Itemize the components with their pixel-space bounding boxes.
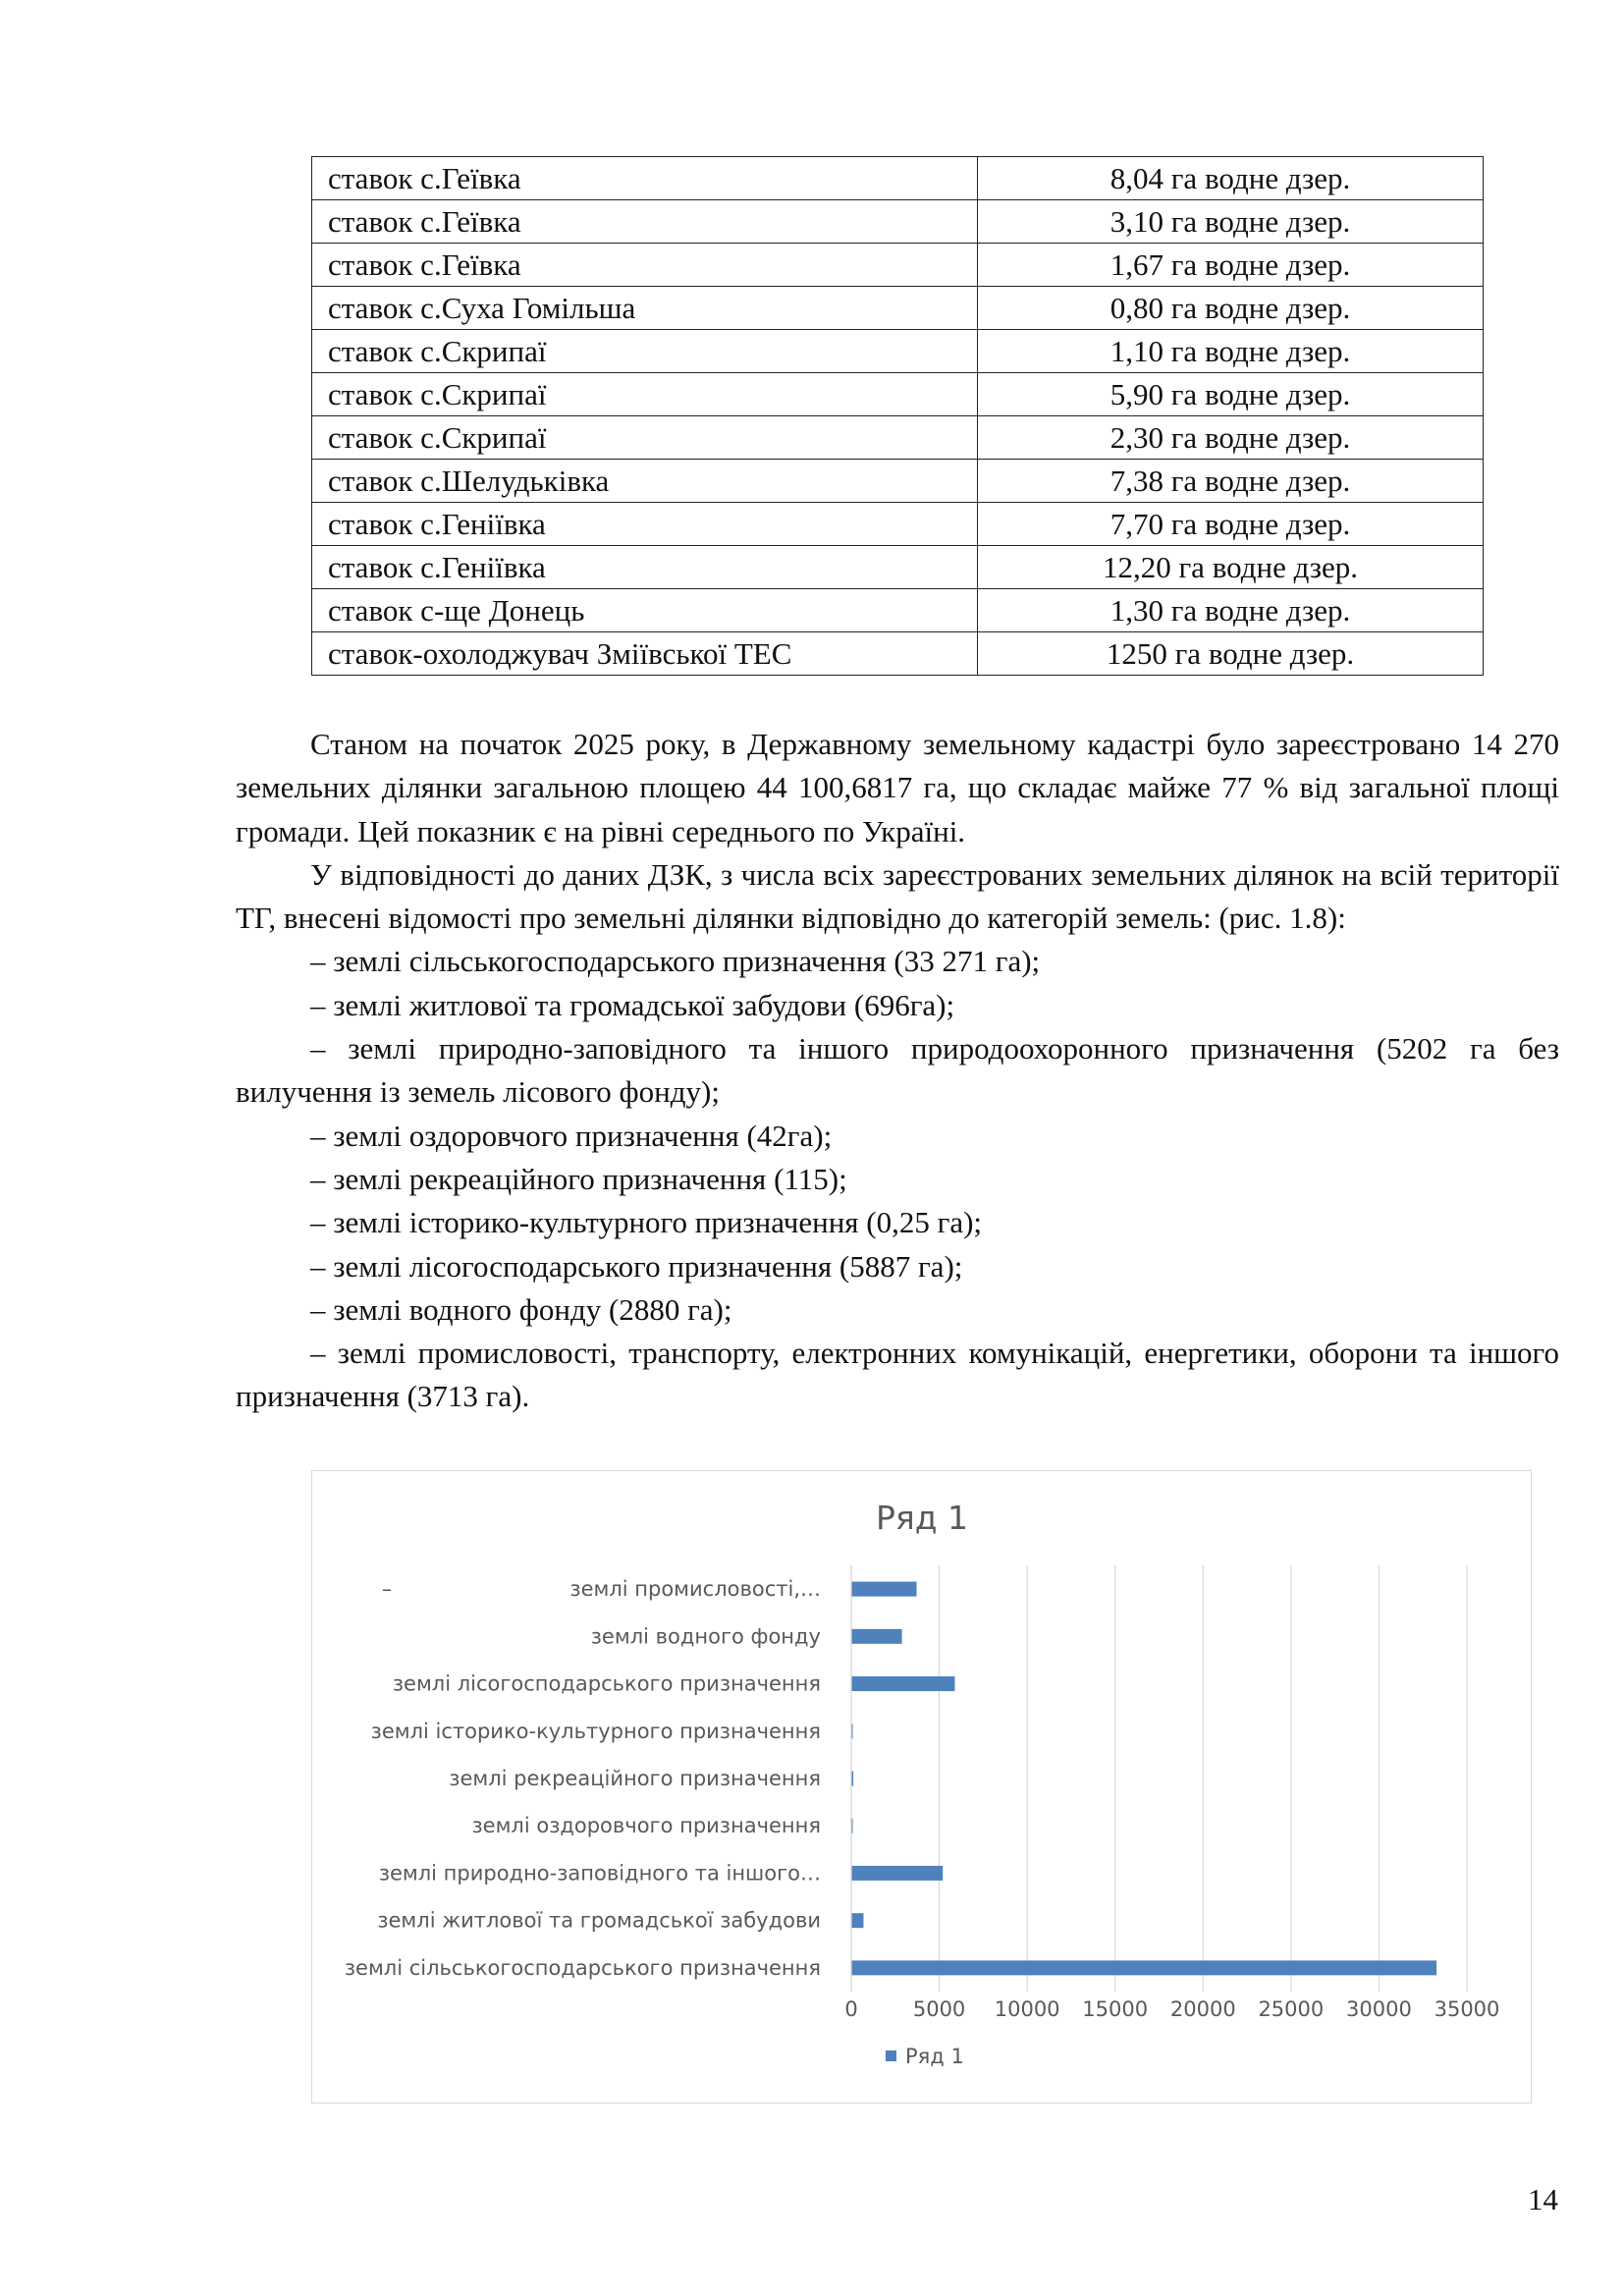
pond-name-cell: ставок-охолоджувач Зміївської ТЕС bbox=[312, 632, 978, 676]
pond-area-cell: 7,38 га водне дзер. bbox=[978, 460, 1484, 503]
table-row bbox=[312, 460, 1484, 503]
y-category-label: землі лісогосподарського призначення bbox=[392, 1671, 821, 1696]
land-category-item: – землі лісогосподарського призначення (5887 га); bbox=[310, 1248, 963, 1284]
pond-name-cell: ставок с.Скрипаї bbox=[312, 330, 978, 373]
bar bbox=[851, 1629, 902, 1644]
pond-area-cell: 7,70 га водне дзер. bbox=[978, 503, 1484, 546]
table-row bbox=[312, 244, 1484, 287]
pond-name-cell: ставок с.Геївка bbox=[312, 157, 978, 200]
table-row bbox=[312, 589, 1484, 632]
page-number: 14 bbox=[1528, 2182, 1558, 2216]
chart-title: Ряд 1 bbox=[875, 1499, 969, 1537]
table-row bbox=[312, 416, 1484, 460]
land-category-item: – землі оздоровчого призначення (42га); bbox=[310, 1118, 833, 1153]
bar bbox=[851, 1913, 863, 1928]
pond-name-cell: ставок с.Геївка bbox=[312, 244, 978, 287]
land-categories-list bbox=[236, 940, 1559, 1418]
y-category-label: землі водного фонду bbox=[590, 1624, 821, 1649]
pond-area-cell: 1250 га водне дзер. bbox=[978, 632, 1484, 676]
chart-canvas bbox=[312, 1471, 1533, 2105]
paragraph-cadastre: Станом на початок 2025 року, в Державному земельному кадастрі було зареєстровано 14 270 земельних ділянки загальною площею 44 100,6817 га, що складає майже 77 % від загальної площі громади. Цей показник є на рівні середнього по Україні. bbox=[236, 727, 1559, 848]
bar bbox=[851, 1676, 954, 1691]
y-category-label: землі житлової та громадської забудови bbox=[377, 1908, 821, 1933]
y-category-label-prefix: – bbox=[381, 1577, 393, 1602]
legend-label: Ряд 1 bbox=[905, 2045, 964, 2068]
table-row bbox=[312, 546, 1484, 589]
land-category-item: – землі рекреаційного призначення (115); bbox=[310, 1161, 847, 1196]
pond-area-cell: 12,20 га водне дзер. bbox=[978, 546, 1484, 589]
pond-name-cell: ставок с.Геніївка bbox=[312, 546, 978, 589]
table-row bbox=[312, 503, 1484, 546]
x-tick-label: 5000 bbox=[912, 1997, 966, 2021]
land-category-item: – землі водного фонду (2880 га); bbox=[310, 1291, 732, 1327]
table-row bbox=[312, 157, 1484, 200]
x-tick-label: 25000 bbox=[1258, 1997, 1325, 2021]
pond-area-cell: 1,10 га водне дзер. bbox=[978, 330, 1484, 373]
x-tick-label: 0 bbox=[844, 1997, 858, 2021]
x-tick-label: 20000 bbox=[1169, 1997, 1236, 2021]
y-category-label: землі природно-заповідного та іншого… bbox=[378, 1861, 821, 1886]
x-tick-label: 15000 bbox=[1082, 1997, 1149, 2021]
x-tick-label: 10000 bbox=[994, 1997, 1060, 2021]
land-category-item: – землі сільськогосподарського призначення (33 271 га); bbox=[310, 944, 1041, 979]
pond-area-cell: 1,67 га водне дзер. bbox=[978, 244, 1484, 287]
pond-area-cell: 2,30 га водне дзер. bbox=[978, 416, 1484, 460]
y-category-label: землі оздоровчого призначення bbox=[471, 1814, 821, 1838]
table-row bbox=[312, 373, 1484, 416]
table-row bbox=[312, 632, 1484, 676]
pond-name-cell: ставок с.Геніївка bbox=[312, 503, 978, 546]
pond-area-cell: 1,30 га водне дзер. bbox=[978, 589, 1484, 632]
land-category-item: – землі історико-культурного призначення (0,25 га); bbox=[310, 1205, 983, 1240]
pond-name-cell: ставок с.Шелудьківка bbox=[312, 460, 978, 503]
pond-area-cell: 0,80 га водне дзер. bbox=[978, 287, 1484, 330]
bar bbox=[851, 1582, 917, 1597]
bar bbox=[851, 1960, 1436, 1975]
x-tick-label: 35000 bbox=[1434, 1997, 1500, 2021]
table-row bbox=[312, 287, 1484, 330]
legend-marker bbox=[886, 2050, 896, 2061]
pond-name-cell: ставок с.Суха Гомільша bbox=[312, 287, 978, 330]
ponds-table bbox=[311, 156, 1484, 676]
ponds-table-body bbox=[312, 157, 1484, 676]
y-category-label: землі рекреаційного призначення bbox=[449, 1767, 821, 1790]
table-row bbox=[312, 200, 1484, 244]
y-category-label: землі історико-культурного призначення bbox=[370, 1719, 821, 1743]
pond-area-cell: 8,04 га водне дзер. bbox=[978, 157, 1484, 200]
pond-name-cell: ставок с.Геївка bbox=[312, 200, 978, 244]
y-category-label: землі сільськогосподарського призначення bbox=[344, 1955, 821, 1980]
pond-name-cell: ставок с.Скрипаї bbox=[312, 416, 978, 460]
pond-name-cell: ставок с-ще Донець bbox=[312, 589, 978, 632]
land-categories-chart bbox=[311, 1470, 1532, 2104]
body-text bbox=[236, 723, 1559, 1419]
y-category-label: землі промисловості,… bbox=[569, 1577, 821, 1602]
paragraph-categories-intro: У відповідності до даних ДЗК, з числа всіх зареєстрованих земельних ділянок на всій території ТГ, внесені відомості про земельні ділянки відповідно до категорій земель: (рис. 1.8): bbox=[236, 856, 1559, 936]
x-tick-label: 30000 bbox=[1346, 1997, 1412, 2021]
land-category-item: – землі природно-заповідного та іншого природоохоронного призначення (5202 га без вилучення із земель лісового фонду); bbox=[236, 1031, 1559, 1110]
land-category-item: – землі житлової та громадської забудови (696га); bbox=[310, 987, 955, 1022]
table-row bbox=[312, 330, 1484, 373]
pond-name-cell: ставок с.Скрипаї bbox=[312, 373, 978, 416]
pond-area-cell: 3,10 га водне дзер. bbox=[978, 200, 1484, 244]
pond-area-cell: 5,90 га водне дзер. bbox=[978, 373, 1484, 416]
bar bbox=[851, 1866, 943, 1881]
land-category-item: – землі промисловості, транспорту, електронних комунікацій, енергетики, оборони та іншого призначення (3713 га). bbox=[236, 1336, 1559, 1414]
